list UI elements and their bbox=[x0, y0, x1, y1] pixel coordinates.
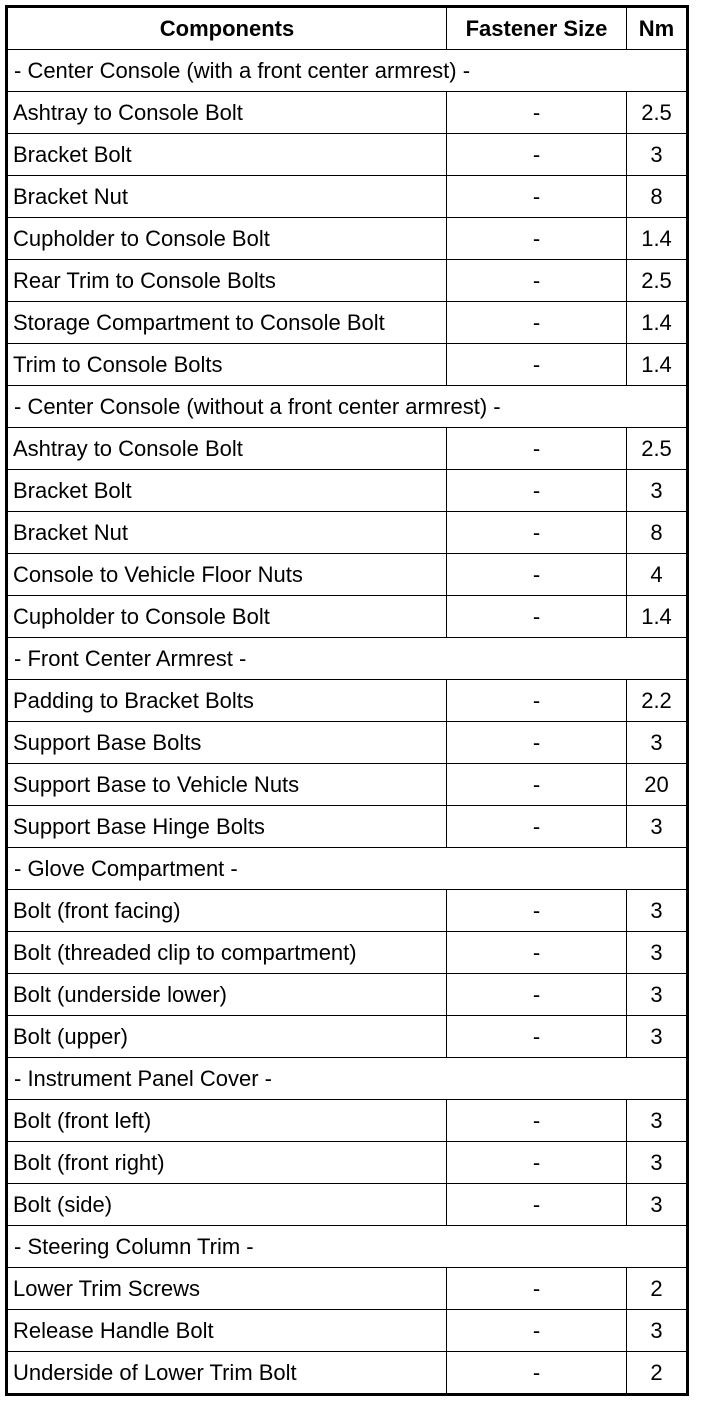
component-cell: Bracket Nut bbox=[7, 176, 447, 218]
torque-value-cell: 2.5 bbox=[627, 92, 688, 134]
component-cell: Ashtray to Console Bolt bbox=[7, 92, 447, 134]
table-row bbox=[7, 554, 688, 596]
table-row bbox=[7, 218, 688, 260]
torque-value-cell: 20 bbox=[627, 764, 688, 806]
component-cell: Bolt (front facing) bbox=[7, 890, 447, 932]
component-cell: Bolt (front right) bbox=[7, 1142, 447, 1184]
torque-spec-table bbox=[5, 5, 689, 1396]
section-row bbox=[7, 1226, 688, 1268]
fastener-size-cell: - bbox=[447, 722, 627, 764]
table-row bbox=[7, 890, 688, 932]
torque-value-cell: 2.5 bbox=[627, 428, 688, 470]
table-row bbox=[7, 1268, 688, 1310]
component-cell: Bolt (upper) bbox=[7, 1016, 447, 1058]
fastener-size-cell: - bbox=[447, 890, 627, 932]
torque-value-cell: 1.4 bbox=[627, 596, 688, 638]
table-row bbox=[7, 1100, 688, 1142]
header-fastener-size: Fastener Size bbox=[447, 7, 627, 50]
table-row bbox=[7, 134, 688, 176]
fastener-size-cell: - bbox=[447, 512, 627, 554]
torque-value-cell: 4 bbox=[627, 554, 688, 596]
component-cell: Bolt (front left) bbox=[7, 1100, 447, 1142]
fastener-size-cell: - bbox=[447, 554, 627, 596]
fastener-size-cell: - bbox=[447, 428, 627, 470]
table-row bbox=[7, 512, 688, 554]
component-cell: Underside of Lower Trim Bolt bbox=[7, 1352, 447, 1395]
fastener-size-cell: - bbox=[447, 974, 627, 1016]
section-row bbox=[7, 1058, 688, 1100]
fastener-size-cell: - bbox=[447, 302, 627, 344]
torque-value-cell: 3 bbox=[627, 1184, 688, 1226]
component-cell: Support Base Bolts bbox=[7, 722, 447, 764]
component-cell: Bracket Bolt bbox=[7, 134, 447, 176]
torque-value-cell: 3 bbox=[627, 1310, 688, 1352]
table-row bbox=[7, 974, 688, 1016]
table-row bbox=[7, 1142, 688, 1184]
table-row bbox=[7, 764, 688, 806]
torque-value-cell: 3 bbox=[627, 1142, 688, 1184]
table-row bbox=[7, 428, 688, 470]
fastener-size-cell: - bbox=[447, 596, 627, 638]
fastener-size-cell: - bbox=[447, 806, 627, 848]
table-row bbox=[7, 344, 688, 386]
section-title: - Front Center Armrest - bbox=[7, 638, 688, 680]
fastener-size-cell: - bbox=[447, 1016, 627, 1058]
table-row bbox=[7, 596, 688, 638]
component-cell: Ashtray to Console Bolt bbox=[7, 428, 447, 470]
table-row bbox=[7, 92, 688, 134]
torque-value-cell: 3 bbox=[627, 722, 688, 764]
fastener-size-cell: - bbox=[447, 764, 627, 806]
fastener-size-cell: - bbox=[447, 470, 627, 512]
fastener-size-cell: - bbox=[447, 1142, 627, 1184]
fastener-size-cell: - bbox=[447, 1184, 627, 1226]
component-cell: Trim to Console Bolts bbox=[7, 344, 447, 386]
table-row bbox=[7, 302, 688, 344]
fastener-size-cell: - bbox=[447, 1310, 627, 1352]
torque-value-cell: 3 bbox=[627, 1100, 688, 1142]
fastener-size-cell: - bbox=[447, 932, 627, 974]
component-cell: Cupholder to Console Bolt bbox=[7, 218, 447, 260]
section-title: - Center Console (without a front center armrest) - bbox=[7, 386, 688, 428]
fastener-size-cell: - bbox=[447, 218, 627, 260]
section-title: - Steering Column Trim - bbox=[7, 1226, 688, 1268]
component-cell: Support Base to Vehicle Nuts bbox=[7, 764, 447, 806]
torque-value-cell: 2.2 bbox=[627, 680, 688, 722]
component-cell: Support Base Hinge Bolts bbox=[7, 806, 447, 848]
torque-value-cell: 2 bbox=[627, 1352, 688, 1395]
header-row bbox=[7, 7, 688, 50]
component-cell: Rear Trim to Console Bolts bbox=[7, 260, 447, 302]
component-cell: Lower Trim Screws bbox=[7, 1268, 447, 1310]
torque-value-cell: 3 bbox=[627, 470, 688, 512]
torque-value-cell: 8 bbox=[627, 176, 688, 218]
table-row bbox=[7, 176, 688, 218]
torque-value-cell: 3 bbox=[627, 134, 688, 176]
table-row bbox=[7, 1352, 688, 1395]
table-row bbox=[7, 1184, 688, 1226]
torque-value-cell: 1.4 bbox=[627, 344, 688, 386]
table-row bbox=[7, 722, 688, 764]
table-row bbox=[7, 1310, 688, 1352]
fastener-size-cell: - bbox=[447, 1352, 627, 1395]
component-cell: Storage Compartment to Console Bolt bbox=[7, 302, 447, 344]
table-row bbox=[7, 1016, 688, 1058]
torque-value-cell: 1.4 bbox=[627, 218, 688, 260]
torque-value-cell: 8 bbox=[627, 512, 688, 554]
torque-value-cell: 1.4 bbox=[627, 302, 688, 344]
table-row bbox=[7, 260, 688, 302]
fastener-size-cell: - bbox=[447, 134, 627, 176]
fastener-size-cell: - bbox=[447, 1268, 627, 1310]
table-row bbox=[7, 806, 688, 848]
torque-value-cell: 2 bbox=[627, 1268, 688, 1310]
torque-value-cell: 3 bbox=[627, 932, 688, 974]
fastener-size-cell: - bbox=[447, 1100, 627, 1142]
torque-value-cell: 3 bbox=[627, 806, 688, 848]
table-row bbox=[7, 680, 688, 722]
section-title: - Glove Compartment - bbox=[7, 848, 688, 890]
component-cell: Release Handle Bolt bbox=[7, 1310, 447, 1352]
component-cell: Bolt (threaded clip to compartment) bbox=[7, 932, 447, 974]
torque-value-cell: 3 bbox=[627, 1016, 688, 1058]
header-components: Components bbox=[7, 7, 447, 50]
component-cell: Bolt (side) bbox=[7, 1184, 447, 1226]
table-row bbox=[7, 470, 688, 512]
section-title: - Instrument Panel Cover - bbox=[7, 1058, 688, 1100]
fastener-size-cell: - bbox=[447, 344, 627, 386]
torque-value-cell: 3 bbox=[627, 974, 688, 1016]
torque-value-cell: 3 bbox=[627, 890, 688, 932]
section-title: - Center Console (with a front center armrest) - bbox=[7, 50, 688, 92]
component-cell: Bracket Nut bbox=[7, 512, 447, 554]
fastener-size-cell: - bbox=[447, 176, 627, 218]
component-cell: Bracket Bolt bbox=[7, 470, 447, 512]
fastener-size-cell: - bbox=[447, 260, 627, 302]
section-row bbox=[7, 848, 688, 890]
torque-value-cell: 2.5 bbox=[627, 260, 688, 302]
section-row bbox=[7, 638, 688, 680]
table-row bbox=[7, 932, 688, 974]
section-row bbox=[7, 386, 688, 428]
table-body bbox=[7, 50, 688, 1395]
component-cell: Bolt (underside lower) bbox=[7, 974, 447, 1016]
component-cell: Cupholder to Console Bolt bbox=[7, 596, 447, 638]
section-row bbox=[7, 50, 688, 92]
fastener-size-cell: - bbox=[447, 680, 627, 722]
component-cell: Console to Vehicle Floor Nuts bbox=[7, 554, 447, 596]
header-nm: Nm bbox=[627, 7, 688, 50]
fastener-size-cell: - bbox=[447, 92, 627, 134]
component-cell: Padding to Bracket Bolts bbox=[7, 680, 447, 722]
